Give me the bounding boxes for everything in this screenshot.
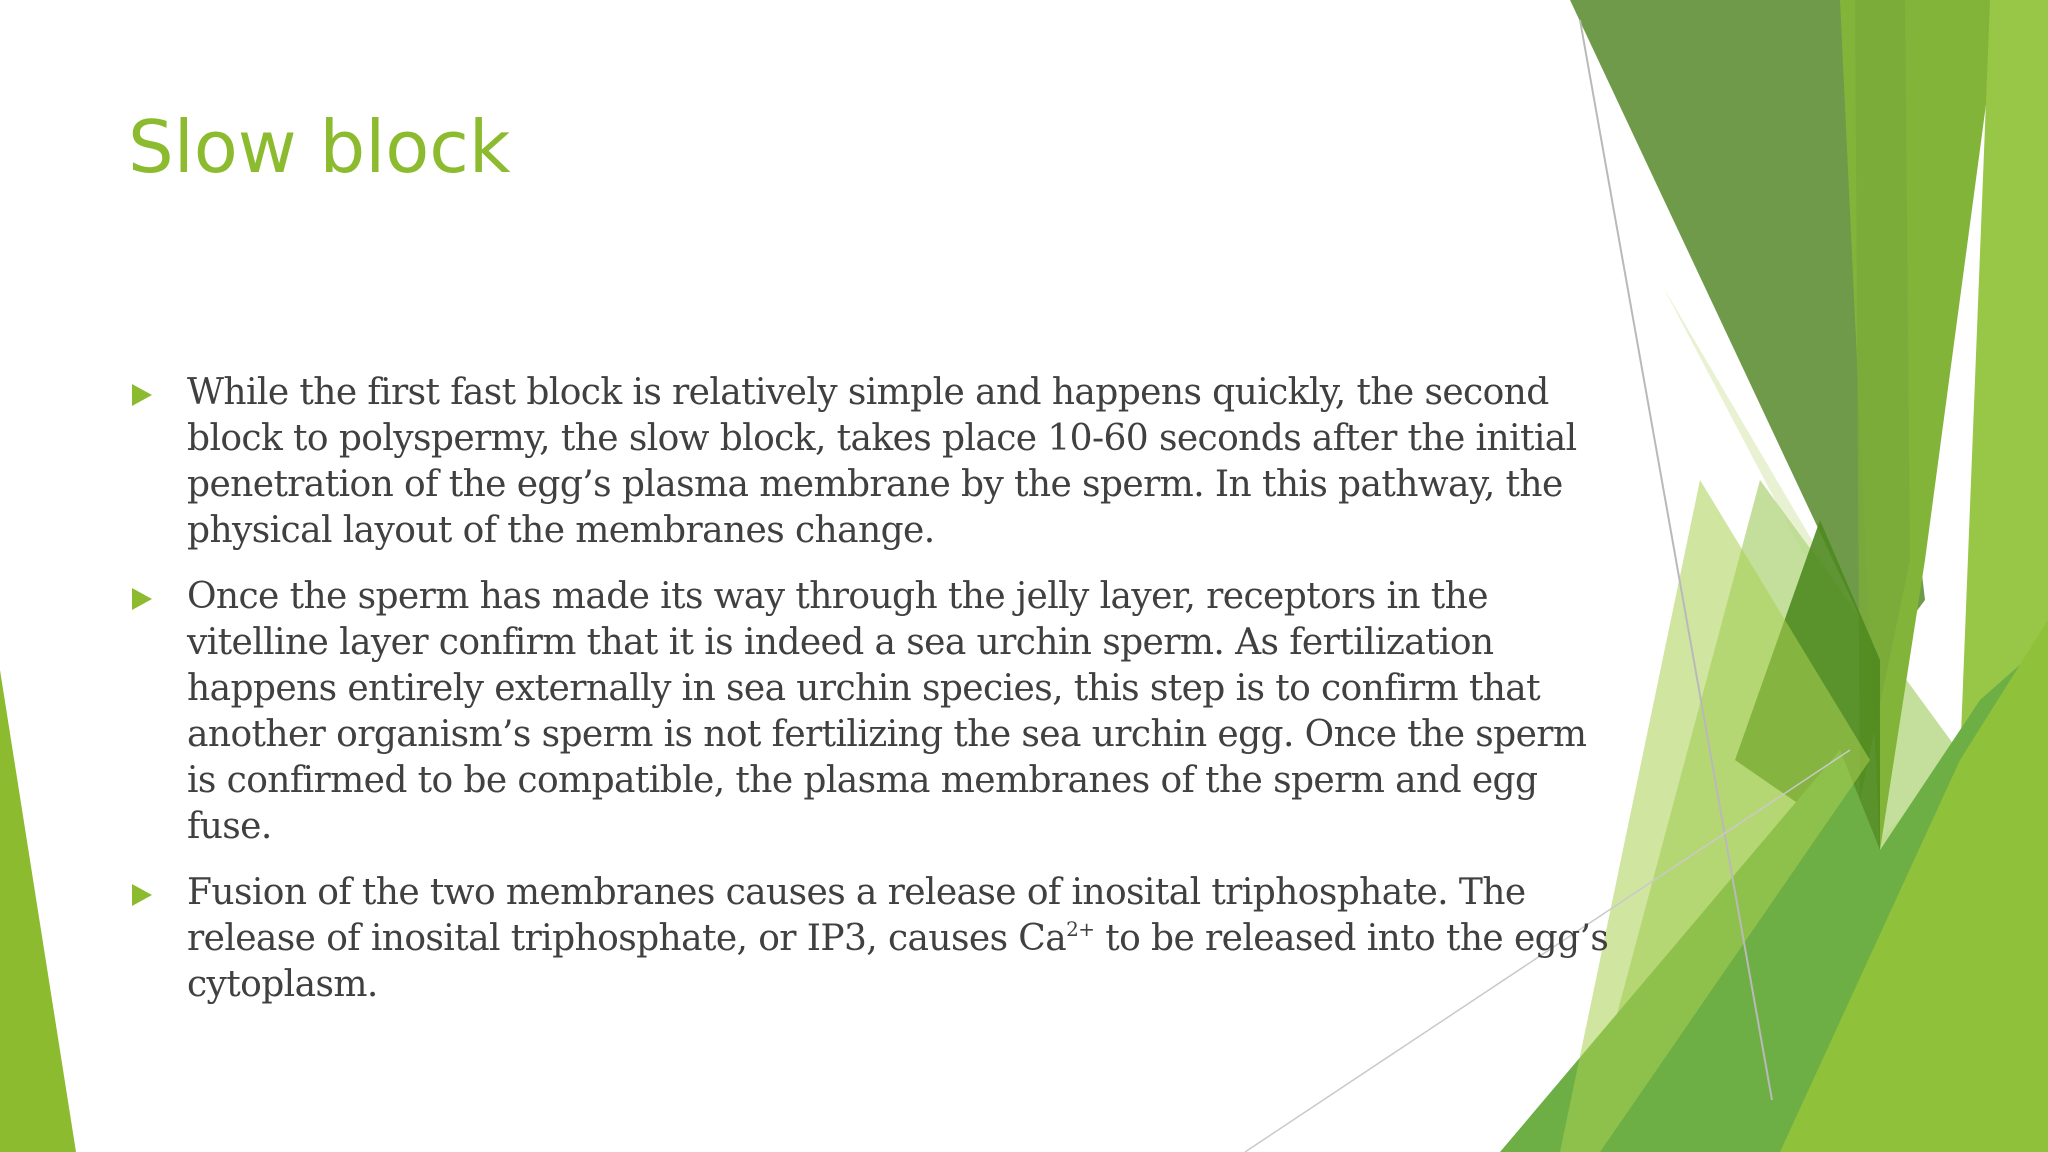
calcium-charge-superscript: 2+	[1066, 917, 1095, 941]
bullet-2-line-2: vitelline layer confirm that it is indeed a sea urchin sperm. As fertilization	[187, 622, 1494, 663]
bullet-3-line-3: cytoplasm.	[187, 964, 378, 1005]
bullet-2-line-1: Once the sperm has made its way through the jelly layer, receptors in the	[187, 576, 1488, 617]
bullet-3-line-1: Fusion of the two membranes causes a release of inosital triphosphate. The	[187, 872, 1526, 913]
bullet-item-1	[128, 370, 1577, 554]
bullet-2-line-4: another organism’s sperm is not fertilizing the sea urchin egg. Once the sperm	[187, 714, 1587, 755]
bullet-3-line-2	[187, 916, 1609, 962]
bullet-1-line-2: block to polyspermy, the slow block, takes place 10-60 seconds after the initial	[187, 418, 1577, 459]
bullet-2-line-6: fuse.	[187, 806, 272, 847]
bullet-1-line-3: penetration of the egg’s plasma membrane by the sperm. In this pathway, the	[187, 464, 1563, 505]
bullet-2-line-3: happens entirely externally in sea urchin species, this step is to confirm that	[187, 668, 1541, 709]
bullet-3-line-2-after: to be released into the egg’s	[1094, 918, 1609, 959]
bullet-1-line-4: physical layout of the membranes change.	[187, 510, 935, 551]
bullet-1-line-1: While the first fast block is relatively simple and happens quickly, the second	[187, 372, 1549, 413]
bullet-2-line-5: is confirmed to be compatible, the plasma membranes of the sperm and egg	[187, 760, 1538, 801]
bullet-arrow-icon	[132, 588, 152, 610]
bullet-item-2	[128, 574, 1587, 850]
bullet-arrow-icon	[132, 884, 152, 906]
bullet-3-line-2-before: release of inosital triphosphate, or IP3, causes Ca	[187, 918, 1067, 959]
bullet-arrow-icon	[132, 384, 152, 406]
left-green-wedge	[0, 670, 76, 1152]
slide-title: Slow block	[128, 105, 511, 189]
bullet-item-3	[128, 870, 1609, 1008]
bullet-list	[128, 370, 1609, 1028]
